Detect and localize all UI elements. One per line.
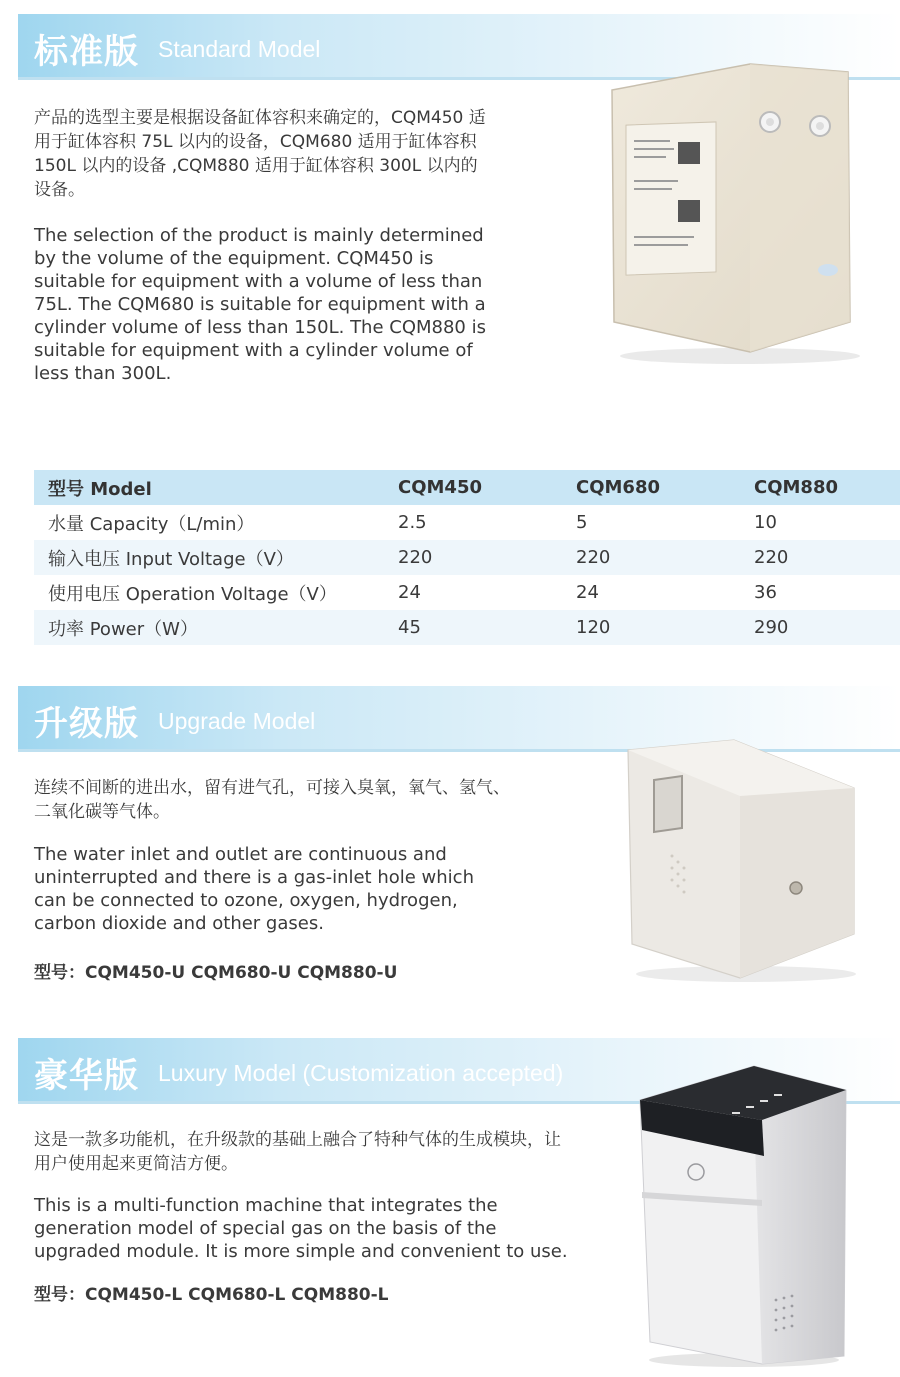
luxury-model-list: 型号：CQM450-L CQM680-L CQM880-L bbox=[34, 1285, 389, 1305]
table-row bbox=[34, 575, 900, 610]
upgrade-desc-en: The water inlet and outlet are continuous and uninterrupted and there is a gas-inlet hole which can be connected to ozone, oxygen, hydrogen, carbon dioxide and other gases. bbox=[34, 844, 474, 934]
spec-cell: 功率 Power（W） bbox=[34, 610, 384, 645]
spec-header-model: 型号 Model bbox=[34, 470, 384, 505]
table-row bbox=[34, 610, 900, 645]
spec-cell: 10 bbox=[740, 505, 900, 540]
luxury-title-en: Luxury Model (Customization accepted) bbox=[158, 1060, 564, 1086]
table-row bbox=[34, 505, 900, 540]
spec-header-cqm880: CQM880 bbox=[740, 470, 900, 505]
standard-desc-en: The selection of the product is mainly determined by the volume of the equipment. CQM450 is suitable for equipment with a volume of less than 75L. The CQM680 is suitable for equipment with a cylinder volume of less than 150L. The CQM880 is suitable for equipment with a cylinder volume of less than 300L. bbox=[34, 225, 486, 384]
spec-cell: 使用电压 Operation Voltage（V） bbox=[34, 575, 384, 610]
standard-title-en: Standard Model bbox=[158, 36, 321, 62]
spec-cell: 220 bbox=[740, 540, 900, 575]
spec-cell: 120 bbox=[562, 610, 740, 645]
spec-cell: 220 bbox=[562, 540, 740, 575]
spec-cell: 2.5 bbox=[384, 505, 562, 540]
spec-table-header-row bbox=[34, 470, 900, 505]
table-row bbox=[34, 540, 900, 575]
spec-header-cqm680: CQM680 bbox=[562, 470, 740, 505]
spec-header-cqm450: CQM450 bbox=[384, 470, 562, 505]
spec-table bbox=[34, 470, 900, 645]
spec-cell: 24 bbox=[562, 575, 740, 610]
luxury-desc-en: This is a multi-function machine that integrates the generation model of special gas on the basis of the upgraded module. It is more simple and convenient to use. bbox=[34, 1195, 568, 1262]
spec-cell: 220 bbox=[384, 540, 562, 575]
spec-cell: 290 bbox=[740, 610, 900, 645]
luxury-desc-zh: 这是一款多功能机，在升级款的基础上融合了特种气体的生成模块，让用户使用起来更简洁方便。 bbox=[34, 1130, 561, 1174]
spec-cell: 45 bbox=[384, 610, 562, 645]
upgrade-title-en: Upgrade Model bbox=[158, 708, 316, 734]
spec-cell: 5 bbox=[562, 505, 740, 540]
standard-title-zh: 标准版 bbox=[34, 32, 139, 72]
spec-cell: 水量 Capacity（L/min） bbox=[34, 505, 384, 540]
upgrade-title-zh: 升级版 bbox=[34, 704, 139, 744]
upgrade-model-list: 型号：CQM450-U CQM680-U CQM880-U bbox=[34, 963, 398, 983]
upgrade-unit-image bbox=[618, 736, 868, 986]
spec-cell: 输入电压 Input Voltage（V） bbox=[34, 540, 384, 575]
luxury-title-zh: 豪华版 bbox=[34, 1056, 139, 1096]
spec-cell: 36 bbox=[740, 575, 900, 610]
luxury-unit-image bbox=[634, 1060, 854, 1370]
standard-desc-zh: 产品的选型主要是根据设备缸体容积来确定的，CQM450 适用于缸体容积 75L 以内的设备，CQM680 适用于缸体容积 150L 以内的设备 ,CQM880 适用于缸体容积 300L 以内的设备。 bbox=[34, 108, 486, 200]
upgrade-desc-zh: 连续不间断的进出水，留有进气孔，可接入臭氧，氧气、氢气、二氧化碳等气体。 bbox=[34, 778, 510, 822]
spec-cell: 24 bbox=[384, 575, 562, 610]
standard-unit-image bbox=[600, 60, 860, 370]
